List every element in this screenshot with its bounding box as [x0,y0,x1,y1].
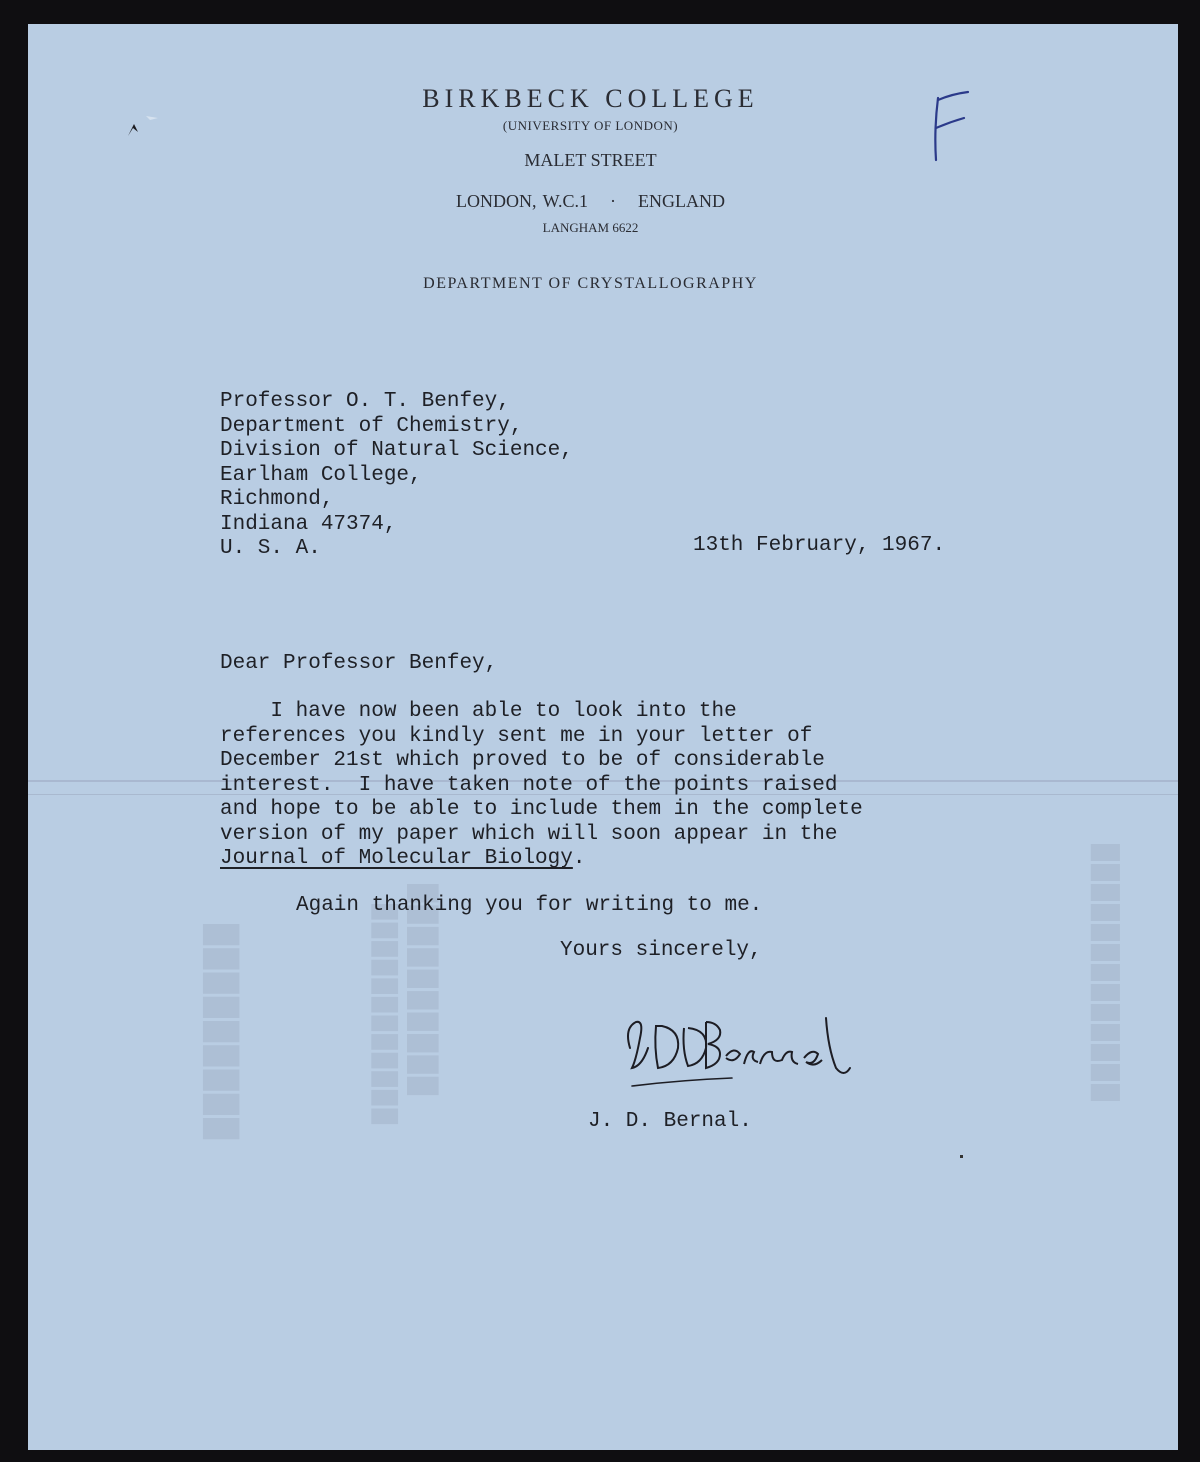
city: LONDON, W.C.1 [455,191,588,211]
body-line: references you kindly sent me in your letter of [220,724,813,748]
ink-speck [960,1155,963,1158]
body-line: I have now been able to look into the [220,700,737,723]
body-line: December 21st which proved to be of considerable [220,749,825,772]
salutation: Dear Professor Benfey, [220,652,498,675]
show-through-text: ██████████ [409,884,438,1099]
address-line: Earlham College, [220,463,422,487]
show-through-text: █████████ [205,924,238,1143]
city-line [28,190,1153,212]
address-line: Indiana 47374, [220,512,397,536]
journal-title: Journal of Molecular Biology [220,847,573,870]
street-address: MALET STREET [524,150,657,170]
letterhead [28,84,1153,294]
handwritten-f-mark [928,90,972,162]
address-line: Professor O. T. Benfey, [220,390,510,413]
letter-sheet [28,24,1178,1450]
address-line: U. S. A. [220,537,321,560]
address-line: Department of Chemistry, [220,414,523,438]
body-line: version of my paper which will soon appear in the [220,822,838,846]
valediction: Yours sincerely, [560,939,762,962]
signer-name: J. D. Bernal. [588,1110,752,1133]
institution-affiliation: (UNIVERSITY OF LONDON) [502,118,679,133]
body-line-journal [220,847,863,872]
separator-dot: · [610,191,616,211]
letter-date: 13th February, 1967. [693,534,946,557]
journal-period: . [572,847,586,870]
handwritten-signature [622,1008,852,1098]
letter-body [220,700,863,872]
show-through-text: ████████████ [373,904,398,1128]
closing-sentence: Again thanking you for writing to me. [296,894,763,917]
address-line: Division of Natural Science, [220,439,573,462]
department-name: DEPARTMENT OF CRYSTALLOGRAPHY [423,275,758,292]
recipient-address [220,390,573,562]
address-line: Richmond, [220,488,334,511]
institution-name: BIRKBECK COLLEGE [422,84,759,113]
telephone: LANGHAM 6622 [542,220,639,235]
body-line: interest. I have taken note of the points raised [220,773,838,797]
body-line: and hope to be able to include them in the complete [220,798,863,821]
country: ENGLAND [638,191,725,211]
show-through-text: █████████████ [1092,844,1118,1105]
